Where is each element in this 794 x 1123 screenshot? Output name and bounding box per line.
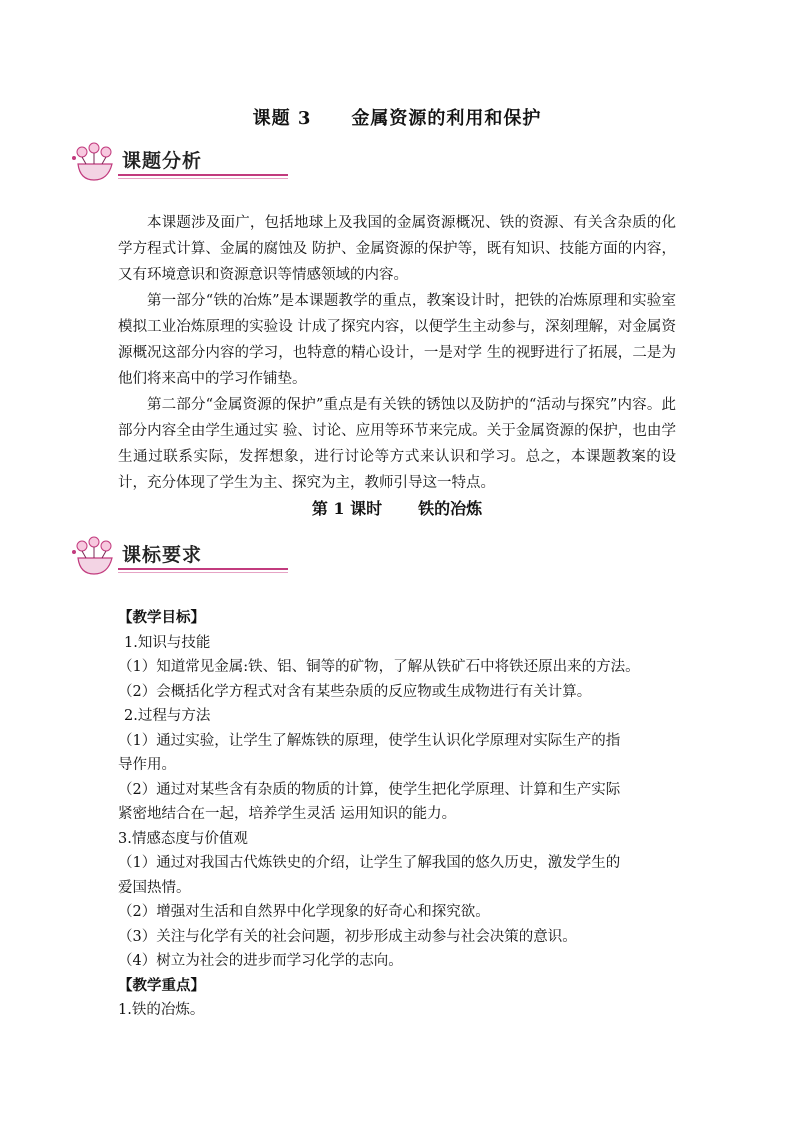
flower-basket-icon [68, 140, 124, 184]
goal-item: （3）关注与化学有关的社会问题，初步形成主动参与社会决策的意识。 [118, 928, 577, 945]
key-points-heading: 【教学重点】 [118, 976, 205, 994]
section-title-requirements: 课标要求 [122, 544, 203, 566]
lesson-title [0, 496, 794, 519]
goal-category: 2.过程与方法 [124, 708, 211, 724]
goal-item: （2）通过对某些含有杂质的物质的计算，使学生把化学原理、计算和生产实际 [118, 781, 621, 798]
goal-category: 1.知识与技能 [124, 634, 211, 651]
goal-item-cont: 爱国热情。 [118, 879, 191, 896]
section-underline [118, 568, 288, 570]
analysis-paragraph: 本课题涉及面广，包括地球上及我国的金属资源概况、铁的资源、有关含杂质的化学方程式计算、金属的腐蚀及 防护、金属资源的保护等，既有知识、技能方面的内容，又有环境意识和资源意识等情感领域的内容。 [118, 215, 676, 283]
analysis-paragraph: 第二部分“金属资源的保护”重点是有关铁的锈蚀以及防护的“活动与探究”内容。此部分内容全由学生通过实 验、讨论、应用等环节来完成。关于金属资源的保护，也由学生通过联系实际，发挥想象，进行讨论等方式来认识和学习。总之，本课题教案的设计，充分体现了学生为主、探究为主，教师引导这一特点。 [118, 397, 676, 491]
section-underline [118, 174, 288, 176]
lesson-number: 课题 3 [252, 108, 312, 129]
goals-heading: 【教学目标】 [118, 609, 205, 626]
lesson-period: 第 1 课时 [311, 499, 383, 518]
goal-item-cont: 紧密地结合在一起，培养学生灵活 运用知识的能力。 [118, 806, 457, 822]
page-title [0, 104, 794, 130]
analysis-paragraph: 第一部分“铁的冶炼”是本课题教学的重点，教案设计时，把铁的冶炼原理和实验室模拟工业冶炼原理的实验设 计成了探究内容，以便学生主动参与，深刻理解，对金属资源概况这部分内容的学习，也特意的精心设计，一是对学 生的视野进行了拓展，二是为他们将来高中的学习作铺垫。 [118, 293, 676, 387]
lesson-name: 金属资源的利用和保护 [351, 108, 542, 129]
section-underline-thin [118, 178, 288, 179]
goal-item: （1）通过对我国古代炼铁史的介绍，让学生了解我国的悠久历史，激发学生的 [118, 855, 621, 871]
key-point-item: 1.铁的冶炼。 [118, 1002, 205, 1018]
goal-category: 3.情感态度与价值观 [118, 830, 248, 847]
section-header-requirements [68, 534, 224, 576]
analysis-text [118, 210, 676, 496]
lesson-topic: 铁的冶炼 [418, 499, 483, 518]
section-header-analysis [68, 140, 224, 182]
goal-item: （2）会概括化学方程式对含有某些杂质的反应物或生成物进行有关计算。 [118, 683, 592, 700]
goal-item: （1）知道常见金属:铁、铝、铜等的矿物，了解从铁矿石中将铁还原出来的方法。 [118, 659, 640, 675]
section-underline-thin [118, 572, 288, 573]
section-title-analysis: 课题分析 [122, 150, 203, 172]
goal-item-cont: 导作用。 [118, 757, 176, 773]
goal-item: （2）增强对生活和自然界中化学现象的好奇心和探究欲。 [118, 904, 490, 920]
teaching-goals [118, 606, 678, 1023]
goal-item: （4）树立为社会的进步而学习化学的志向。 [118, 953, 403, 969]
goal-item: （1）通过实验，让学生了解炼铁的原理，使学生认识化学原理对实际生产的指 [118, 732, 621, 749]
flower-basket-icon [68, 534, 124, 578]
